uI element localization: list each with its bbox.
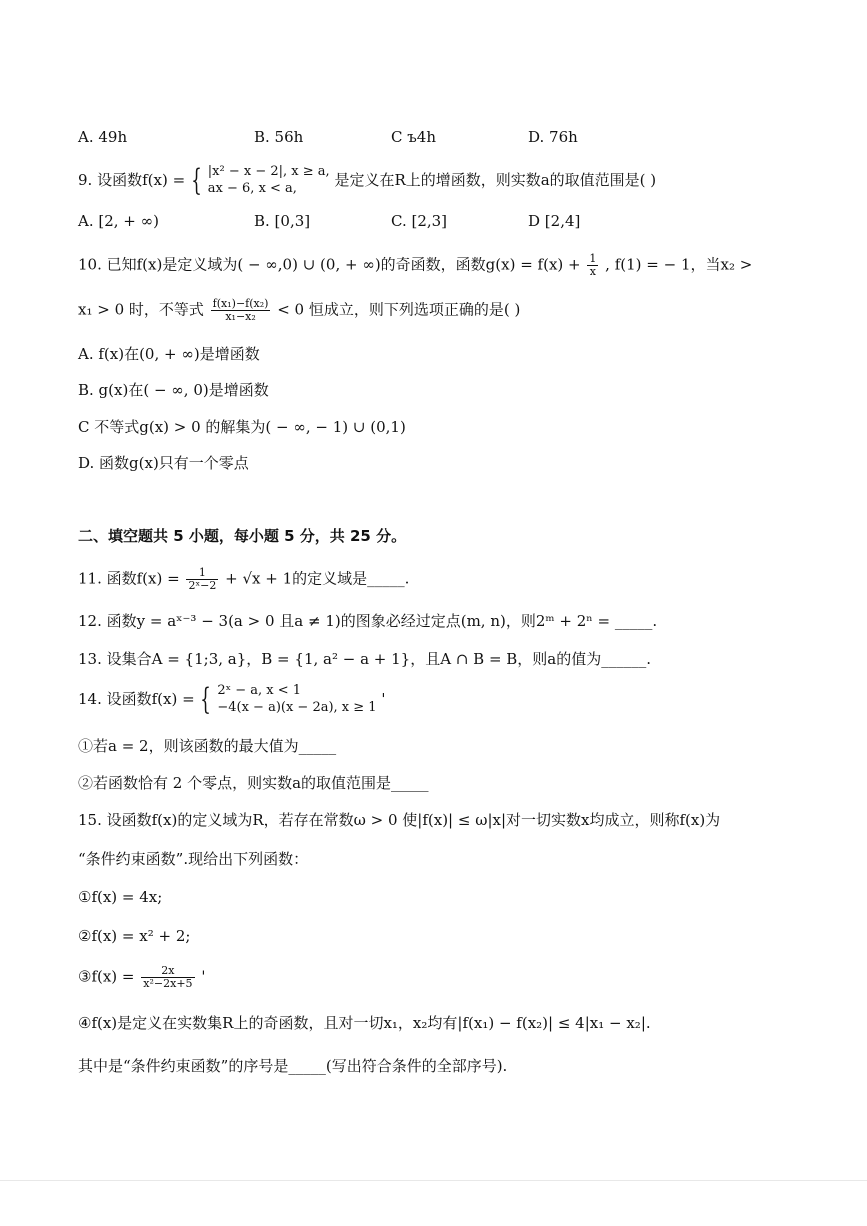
question-10-line-2	[78, 298, 520, 323]
page-bottom-divider	[0, 1180, 867, 1181]
fraction-denominator: x	[589, 265, 596, 279]
option-d: D [2,4]	[528, 212, 581, 230]
fraction-denominator: x²−2x+5	[143, 977, 193, 991]
question-10-option-a: A. f(x)在(0, + ∞)是增函数	[78, 345, 260, 363]
question-15-line-2: “条件约束函数”.现给出下列函数：	[78, 850, 309, 868]
option-c: C. [2,3]	[391, 212, 448, 230]
fraction	[141, 965, 194, 990]
q9-stem-end: 是定义在R上的增函数，则实数a的取值范围是( )	[334, 170, 657, 189]
question-14-sub-1: ①若a = 2，则该函数的最大值为_____	[78, 737, 337, 755]
section-2-title: 二、填空题共 5 小题，每小题 5 分，共 25 分。	[78, 527, 407, 545]
question-10-option-d: D. 函数g(x)只有一个零点	[78, 454, 249, 472]
fraction	[211, 298, 271, 323]
question-9-stem	[78, 164, 656, 198]
option-b: B. 56h	[254, 128, 304, 146]
question-13: 13. 设集合A = {1;3, a}，B = {1, a² − a + 1}，且A ∩ B = B，则a的值为______.	[78, 650, 652, 668]
q9-stem-start: 9. 设函数f(x) =	[78, 170, 186, 189]
option-a: A. 49h	[78, 128, 128, 146]
question-11	[78, 567, 409, 592]
q11-start: 11. 函数f(x) =	[78, 569, 180, 588]
fraction	[587, 253, 598, 278]
question-15-line-1: 15. 设函数f(x)的定义域为R，若存在常数ω > 0 使|f(x)| ≤ ω|x|对一切实数x均成立，则称f(x)为	[78, 811, 721, 829]
option-a: A. [2, + ∞)	[78, 212, 159, 230]
q9-case-2: ax − 6, x < a,	[207, 180, 297, 196]
q10-line2-end: < 0 恒成立，则下列选项正确的是( )	[277, 300, 521, 319]
question-15-item-4: ④f(x)是定义在实数集R上的奇函数，且对一切x₁，x₂均有|f(x₁) − f(x₂)| ≤ 4|x₁ − x₂|.	[78, 1014, 651, 1032]
question-15-item-2: ②f(x) = x² + 2;	[78, 927, 191, 945]
question-15-conclusion: 其中是“条件约束函数”的序号是_____(写出符合条件的全部序号).	[78, 1057, 508, 1075]
question-14-stem	[78, 683, 385, 717]
fraction-denominator: x₁−x₂	[225, 310, 256, 324]
fraction-denominator: 2ˣ−2	[188, 579, 217, 593]
q10-line1-start: 10. 已知f(x)是定义域为( − ∞,0) ∪ (0, + ∞)的奇函数，函数g(x) = f(x) +	[78, 255, 581, 274]
q14-end: '	[381, 689, 386, 708]
q14-start: 14. 设函数f(x) =	[78, 689, 195, 708]
left-brace-icon: {	[191, 162, 202, 198]
fraction-numerator: 2x	[141, 965, 194, 978]
question-10-option-c: C 不等式g(x) > 0 的解集为( − ∞, − 1) ∪ (0,1)	[78, 418, 406, 436]
fraction-numerator: 1	[589, 252, 597, 265]
q10-line2-start: x₁ > 0 时，不等式	[78, 300, 204, 319]
left-brace-icon: {	[200, 681, 212, 717]
option-d: D. 76h	[528, 128, 578, 146]
q9-piecewise	[208, 164, 330, 198]
q15-item3-start: ③f(x) =	[78, 967, 135, 986]
question-10-line-1	[78, 253, 752, 278]
q14-piecewise	[217, 683, 376, 717]
question-15-item-1: ①f(x) = 4x;	[78, 888, 163, 906]
option-b: B. [0,3]	[254, 212, 311, 230]
option-c: C ъ4h	[391, 128, 436, 146]
q14-case-1: 2ˣ − a, x < 1	[217, 683, 302, 698]
fraction	[186, 567, 218, 592]
fraction-numerator: f(x₁)−f(x₂)	[212, 297, 269, 310]
q11-end: + √x + 1的定义域是_____.	[225, 569, 410, 588]
fraction-numerator: 1	[186, 567, 218, 580]
q10-line1-end: , f(1) = − 1，当x₂ >	[605, 255, 753, 274]
q14-case-2: −4(x − a)(x − 2a), x ≥ 1	[217, 699, 377, 715]
q9-case-1: |x² − x − 2|, x ≥ a,	[207, 164, 330, 179]
question-10-option-b: B. g(x)在( − ∞, 0)是增函数	[78, 381, 269, 399]
q15-item3-end: '	[201, 967, 206, 986]
question-12: 12. 函数y = aˣ⁻³ − 3(a > 0 且a ≠ 1)的图象必经过定点(m, n)，则2ᵐ + 2ⁿ = _____.	[78, 612, 658, 630]
question-15-item-3	[78, 965, 205, 990]
question-14-sub-2: ②若函数恰有 2 个零点，则实数a的取值范围是_____	[78, 774, 429, 792]
